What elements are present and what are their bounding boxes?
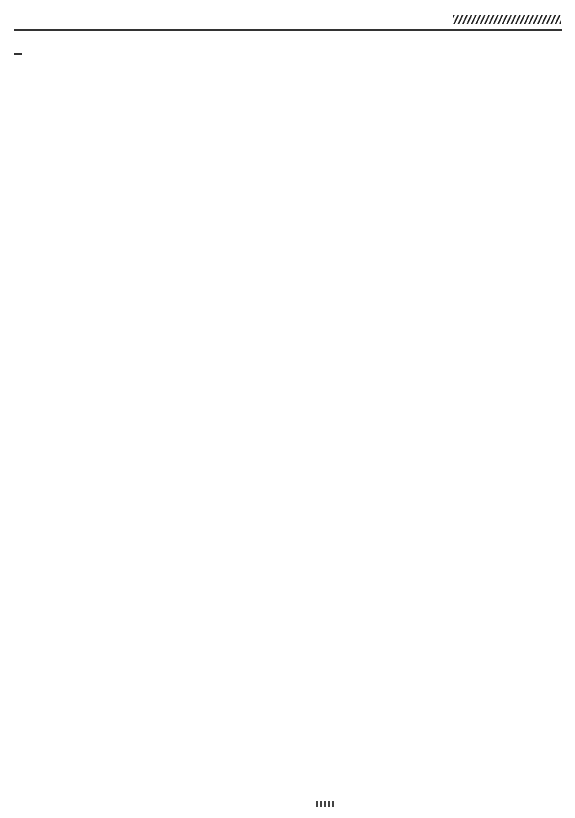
page-footer — [0, 796, 575, 818]
page-header — [0, 0, 575, 34]
header-rule — [14, 29, 562, 31]
reference-translation-heading — [14, 46, 562, 60]
reference-label — [14, 53, 22, 55]
page-number-decoration — [316, 801, 336, 807]
header-hatch-decoration — [453, 15, 561, 24]
answer-content — [14, 34, 562, 60]
